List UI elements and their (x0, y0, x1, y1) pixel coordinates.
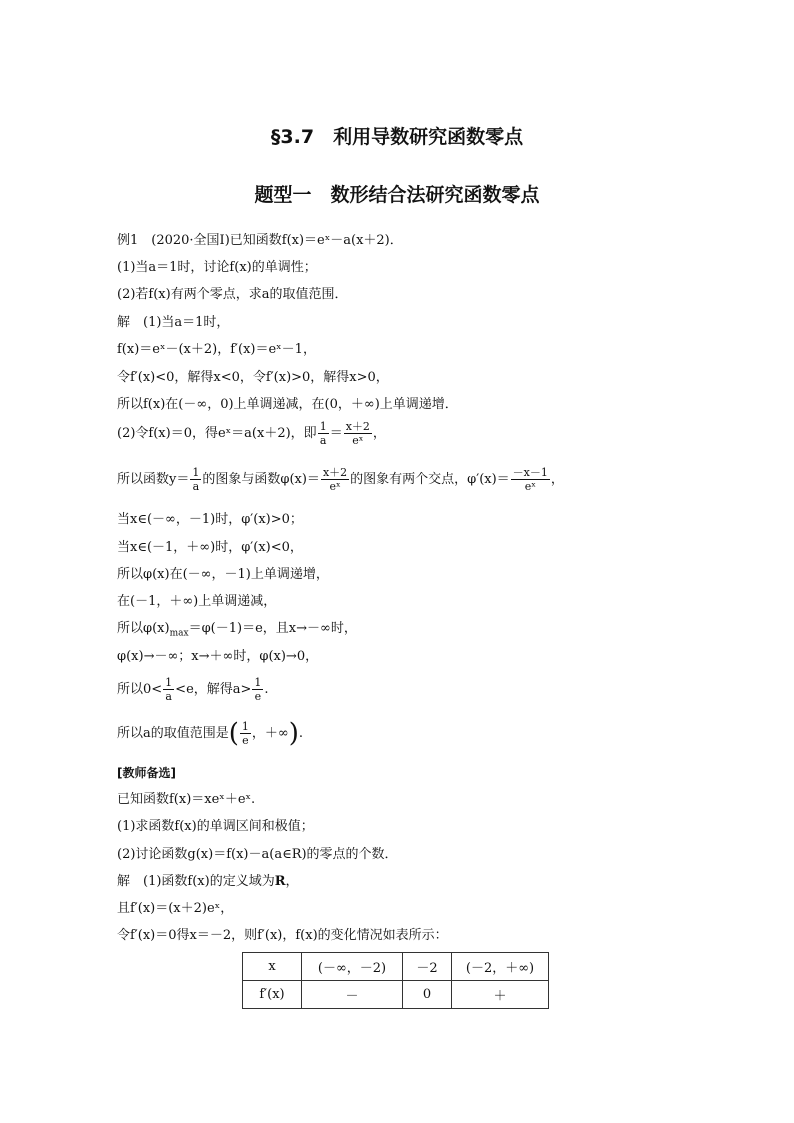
solution-line: 在(－1，＋∞)上单调递减， (117, 594, 277, 609)
text: ， (550, 472, 564, 487)
teacher-line (117, 873, 299, 891)
bold-R: R (274, 874, 286, 889)
numerator: －x－1 (512, 466, 548, 479)
text: (2)令f(x)＝0，得eˣ＝a(x＋2)，即 (117, 426, 317, 441)
table-cell: (－2，＋∞) (452, 953, 549, 981)
solution-line: 所以f(x)在(－∞，0)上单调递减，在(0，＋∞)上单调递增． (117, 397, 458, 412)
table-cell: －2 (403, 953, 452, 981)
section-title: §3.7 利用导数研究函数零点 (270, 126, 524, 148)
text: <e，解得a> (175, 682, 252, 697)
table-row (243, 953, 549, 981)
solution-line: 令f′(x)<0，解得x<0，令f′(x)>0，解得x>0， (117, 370, 389, 385)
fraction (321, 466, 349, 493)
table-cell: (－∞，－2) (302, 953, 403, 981)
fraction (190, 466, 201, 493)
denominator: eˣ (329, 480, 341, 493)
table-cell: f′(x) (243, 981, 302, 1009)
table-cell: x (243, 953, 302, 981)
solution-line: f(x)＝eˣ－(x＋2)，f′(x)＝eˣ－1， (117, 342, 316, 357)
teacher-tag: [教师备选] (117, 766, 176, 780)
example-line: 例1 (2020·全国Ⅰ)已知函数f(x)＝eˣ－a(x＋2)． (117, 233, 403, 248)
solution-line (117, 466, 564, 493)
solution-line (117, 720, 303, 747)
fraction (344, 420, 372, 447)
text: ， (372, 426, 386, 441)
numerator: x＋2 (345, 420, 370, 433)
solution-line: 当x∈(－∞，－1)时，φ′(x)>0； (117, 512, 303, 527)
fraction (252, 676, 263, 703)
text: 所以φ(x) (117, 621, 170, 636)
teacher-line: 且f′(x)＝(x＋2)eˣ， (117, 901, 234, 916)
text: 的图象与函数φ(x)＝ (202, 472, 320, 487)
denominator: e (242, 734, 249, 747)
teacher-line: (1)求函数f(x)的单调区间和极值； (117, 819, 314, 834)
subscript: max (169, 628, 189, 639)
numerator: 1 (254, 676, 262, 689)
numerator: 1 (165, 676, 173, 689)
example-line: (2)若f(x)有两个零点，求a的取值范围． (117, 287, 348, 302)
denominator: eˣ (352, 434, 364, 447)
left-paren: ( (228, 718, 239, 749)
text: ， (285, 874, 299, 889)
denominator: a (192, 480, 200, 493)
table-cell: － (302, 981, 403, 1009)
teacher-line: (2)讨论函数g(x)＝f(x)－a(a∈R)的零点的个数． (117, 847, 398, 862)
table-cell: 0 (403, 981, 452, 1009)
text: 的图象有两个交点，φ′(x)＝ (350, 472, 510, 487)
solution-line: 当x∈(－1，＋∞)时，φ′(x)<0， (117, 540, 303, 555)
numerator: 1 (319, 420, 327, 433)
variation-table (242, 952, 549, 1009)
fraction (163, 676, 174, 703)
denominator: eˣ (524, 480, 536, 493)
fraction (240, 720, 251, 747)
fraction (511, 466, 550, 493)
text: . (264, 682, 269, 697)
numerator: 1 (192, 466, 200, 479)
solution-line (117, 676, 269, 703)
solution-line (117, 620, 357, 643)
text: . (298, 726, 304, 741)
topic-title: 题型一 数形结合法研究函数零点 (254, 184, 540, 206)
teacher-line: 令f′(x)＝0得x＝－2，则f′(x)，f(x)的变化情况如表所示： (117, 928, 448, 943)
teacher-line: 已知函数f(x)＝xeˣ＋eˣ. (117, 792, 256, 807)
fraction (318, 420, 329, 447)
numerator: 1 (241, 720, 249, 733)
example-line: (1)当a＝1时，讨论f(x)的单调性； (117, 260, 317, 275)
table-row (243, 981, 549, 1009)
text: 所以0< (117, 682, 163, 697)
text: ，＋∞ (251, 726, 289, 741)
denominator: e (254, 690, 262, 703)
text: 所以a的取值范围是 (117, 726, 229, 741)
solution-line: 解 (1)当a＝1时， (117, 315, 230, 330)
denominator: a (319, 434, 327, 447)
right-paren: ) (288, 718, 299, 749)
text: ＝φ(－1)＝e，且x→－∞时， (188, 621, 357, 636)
denominator: a (165, 690, 172, 703)
solution-line: 所以φ(x)在(－∞，－1)上单调递增， (117, 567, 329, 582)
text: ＝ (329, 426, 343, 441)
text: 所以函数y＝ (117, 472, 190, 487)
solution-line: φ(x)→－∞；x→＋∞时，φ(x)→0， (117, 649, 319, 664)
numerator: x＋2 (322, 466, 348, 479)
text: 解 (1)函数f(x)的定义域为 (117, 874, 275, 889)
solution-line (117, 420, 386, 447)
table-cell: ＋ (452, 981, 549, 1009)
